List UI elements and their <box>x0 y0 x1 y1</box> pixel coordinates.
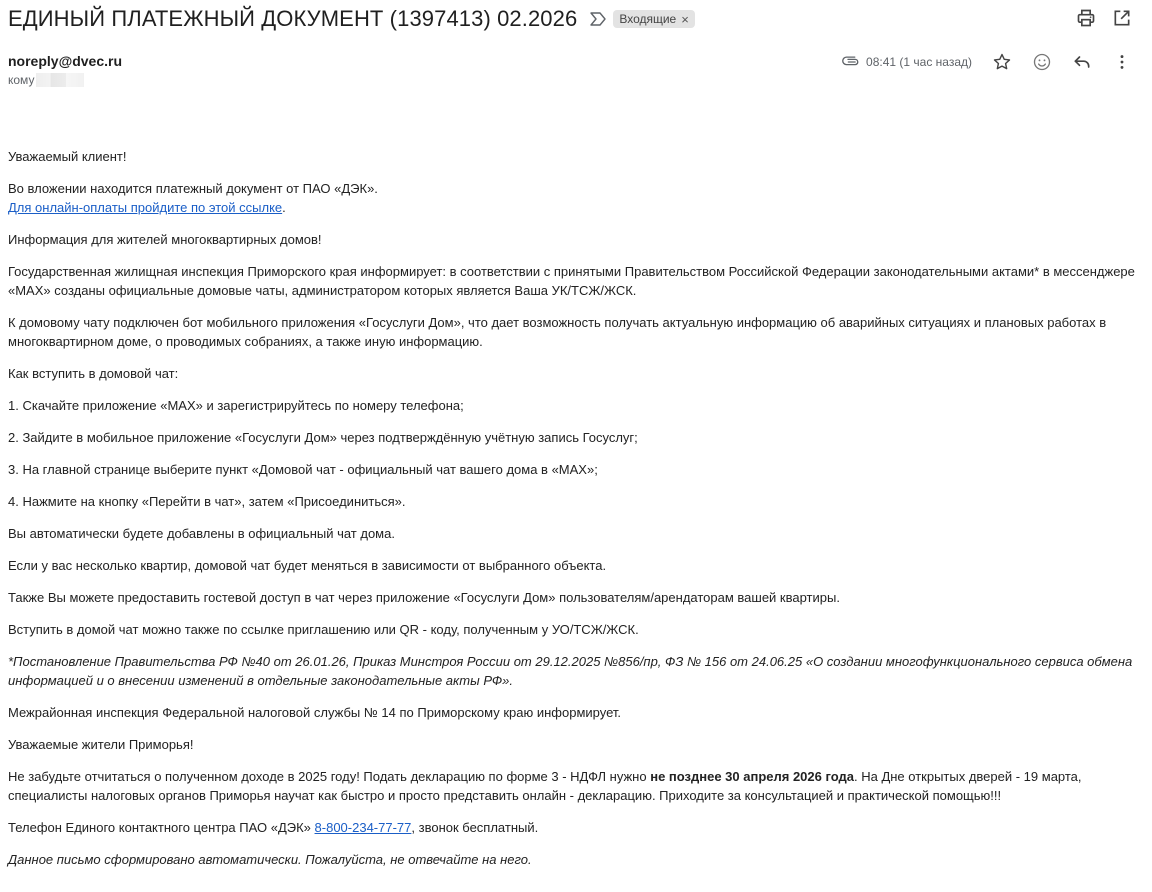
email-subject: ЕДИНЫЙ ПЛАТЕЖНЫЙ ДОКУМЕНТ (1397413) 02.2026 <box>8 6 578 31</box>
message-time: 08:41 (1 час назад) <box>866 55 972 69</box>
recipient-redacted <box>36 73 84 87</box>
auto-added-paragraph: Вы автоматически будете добавлены в официальный чат дома. <box>8 526 395 541</box>
step-item: 1. Скачайте приложение «MAX» и зарегистрируйтесь по номеру телефона; <box>8 398 464 413</box>
declaration-paragraph <box>8 767 1144 805</box>
more-vertical-icon[interactable] <box>1110 50 1134 74</box>
recipient-prefix: кому <box>8 73 35 87</box>
message-meta <box>842 50 1134 74</box>
inspection-paragraph: Государственная жилищная инспекция Приморского края информирует: в соответствии с принятыми Правительством Российской Федерации законодательными актами* в мессенджере «MAX» созданы официальные домовые чаты, администратором которых является Ваша УК/ТСЖ/ЖСК. <box>8 264 1135 298</box>
how-to-join: Как вступить в домовой чат: <box>8 366 179 381</box>
label-chip-inbox[interactable] <box>613 10 695 28</box>
open-in-new-window-icon[interactable] <box>1110 6 1134 30</box>
important-marker-icon[interactable] <box>589 10 607 28</box>
step-item: 2. Зайдите в мобильное приложение «Госуслуги Дом» через подтверждённую учётную запись Госуслуг; <box>8 430 638 445</box>
sender-block <box>8 53 122 87</box>
info-header: Информация для жителей многоквартирных домов! <box>8 232 322 247</box>
tax-inspection-paragraph: Межрайонная инспекция Федеральной налоговой службы № 14 по Приморскому краю информирует. <box>8 705 622 720</box>
declaration-start: Не забудьте отчитаться о полученном доходе в 2025 году! Подать декларацию по форме 3 - НДФЛ нужно <box>8 769 651 784</box>
step-item: 3. На главной странице выберите пункт «Домовой чат - официальный чат вашего дома в «MAX»; <box>8 462 598 477</box>
top-actions <box>1074 6 1134 30</box>
guest-access-paragraph: Также Вы можете предоставить гостевой доступ в чат через приложение «Госуслуги Дом» пользователям/арендаторам вашей квартиры. <box>8 590 840 605</box>
phone-prefix: Телефон Единого контактного центра ПАО «ДЭК» <box>8 820 315 835</box>
online-payment-link[interactable]: Для онлайн-оплаты пройдите по этой ссылке <box>8 200 283 215</box>
auto-note-paragraph <box>8 850 1144 869</box>
step-item: 4. Нажмите на кнопку «Перейти в чат», затем «Присоединиться». <box>8 494 406 509</box>
message-actions <box>990 50 1134 74</box>
attachment-icon <box>842 53 860 71</box>
greeting: Уважаемый клиент! <box>8 149 127 164</box>
residents-greeting: Уважаемые жители Приморья! <box>8 737 194 752</box>
footnote-paragraph <box>8 652 1144 690</box>
multiple-apartments-paragraph: Если у вас несколько квартир, домовой чат будет меняться в зависимости от выбранного объекта. <box>8 558 607 573</box>
print-icon[interactable] <box>1074 6 1098 30</box>
bot-paragraph: К домовому чату подключен бот мобильного приложения «Госуслуги Дом», что дает возможность получать актуальную информацию об аварийных ситуациях и плановых работах в многоквартирном доме, о проводимых собраниях, а также иную информацию. <box>8 315 1107 349</box>
label-chip-text: Входящие <box>619 12 677 26</box>
qr-paragraph: Вступить в домой чат можно также по ссылке приглашению или QR - коду, полученным у УО/ТСЖ/ЖСК. <box>8 622 639 637</box>
footnote-text: *Постановление Правительства РФ №40 от 26.01.26, Приказ Минстроя России от 29.12.2025 №856/пр, ФЗ № 156 от 24.06.25 «О создании многофункционального сервиса обмена информацией и о внесении изменений в отдельные законодательные акты РФ». <box>8 654 1133 688</box>
recipient-line <box>8 73 122 87</box>
email-body <box>8 147 1144 882</box>
attachment-note: Во вложении находится платежный документ от ПАО «ДЭК». <box>8 181 378 196</box>
star-icon[interactable] <box>990 50 1014 74</box>
declaration-deadline: не позднее 30 апреля 2026 года <box>650 769 854 784</box>
phone-suffix: , звонок бесплатный. <box>411 820 539 835</box>
label-remove-button[interactable]: × <box>681 11 689 27</box>
payment-link-suffix: . <box>282 200 286 215</box>
emoji-icon[interactable] <box>1030 50 1054 74</box>
declaration-end: . На Дне открытых дверей - 19 марта, специалисты налоговых органов Приморья научат как быстро и просто представить онлайн - декларацию. Приходите за консультацией и практической помощью!!! <box>8 769 1082 803</box>
phone-paragraph <box>8 818 1144 837</box>
sender-email[interactable]: noreply@dvec.ru <box>8 53 123 69</box>
auto-note-text: Данное письмо сформировано автоматически. Пожалуйста, не отвечайте на него. <box>8 852 532 867</box>
reply-icon[interactable] <box>1070 50 1094 74</box>
attachment-paragraph <box>8 179 1144 217</box>
email-header <box>8 4 695 34</box>
phone-link[interactable]: 8-800-234-77-77 <box>314 820 412 835</box>
